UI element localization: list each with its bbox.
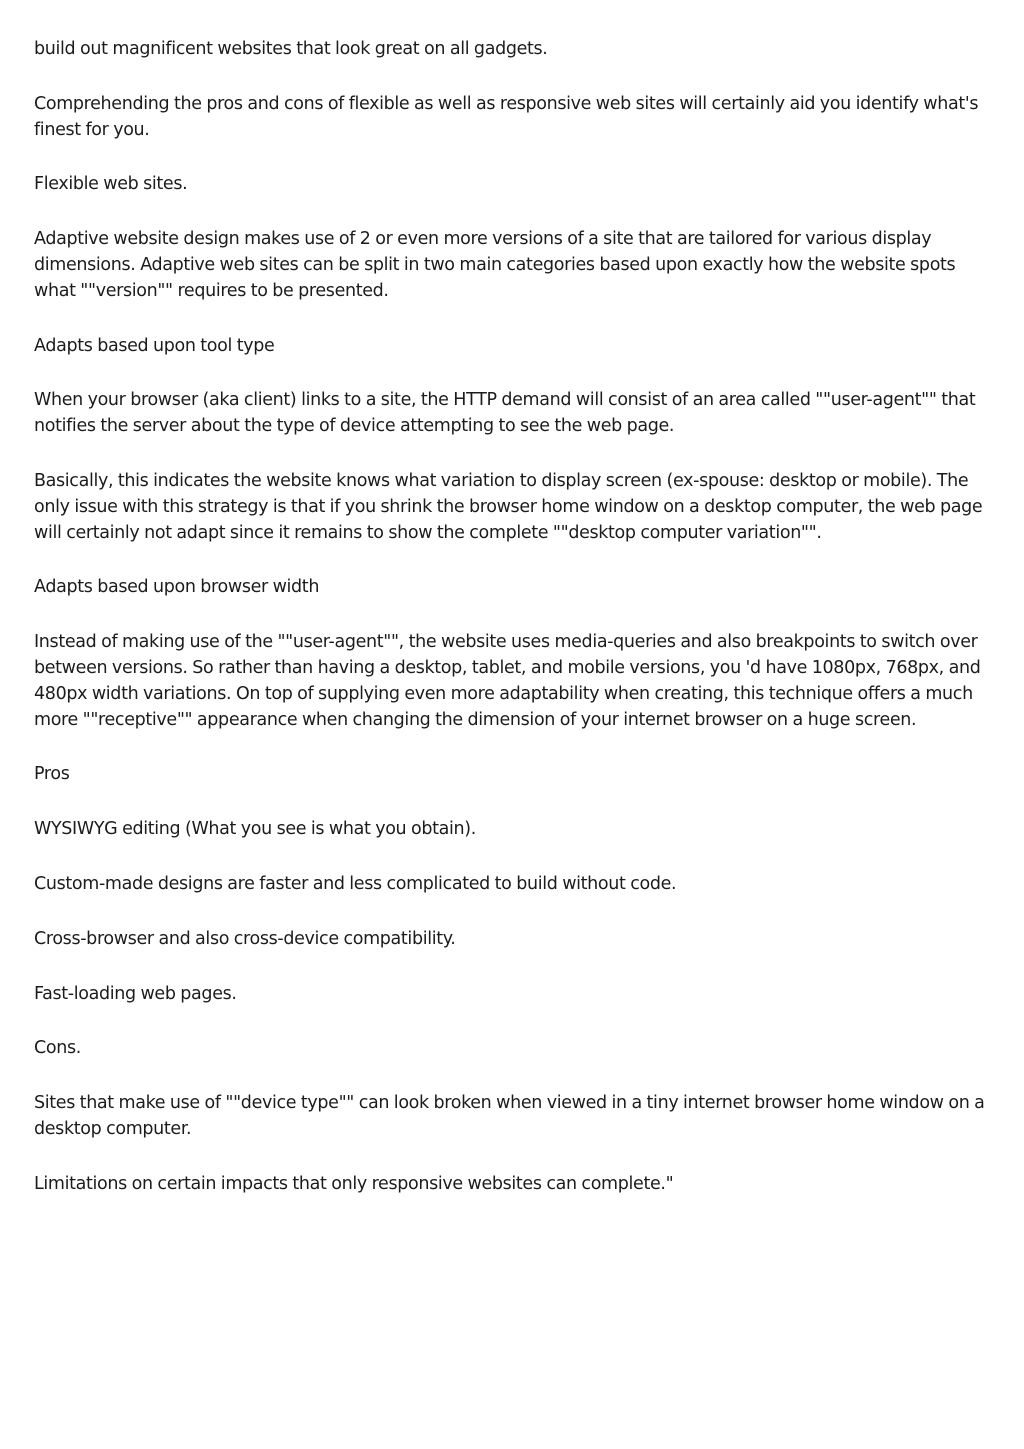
paragraph-adaptive-design: Adaptive website design makes use of 2 or even more versions of a site that are tailored for various display dimensions. Adaptive web sites can be split in two main categories based upon exactly how the website spots what ""version"" requires to be presented. (34, 229, 956, 301)
paragraph-media-queries: Instead of making use of the ""user-agent"", the website uses media-queries and also breakpoints to switch over between versions. So rather than having a desktop, tablet, and mobile versions, you 'd have 1080px, 768px, and 480px width variations. On top of supplying even more adaptability when creating, this technique offers a much more ""receptive"" appearance when changing the dimension of your internet browser on a huge screen. (34, 632, 981, 730)
pro-item-custom-designs: Custom-made designs are faster and less complicated to build without code. (34, 873, 677, 894)
heading-adapts-tool-type: Adapts based upon tool type (34, 335, 275, 356)
paragraph-user-agent: When your browser (aka client) links to a site, the HTTP demand will consist of an area called ""user-agent"" that notifies the server about the type of device attempting to see the web page. (34, 390, 976, 437)
pro-item-compatibility: Cross-browser and also cross-device compatibility. (34, 928, 456, 949)
paragraph-device-strategy: Basically, this indicates the website knows what variation to display screen (ex-spouse: desktop or mobile). The only issue with this strategy is that if you shrink the browser home window on a desktop computer, the web page will certainly not adapt since it remains to show the complete ""desktop computer variation"". (34, 470, 983, 543)
con-item-broken-view: Sites that make use of ""device type"" can look broken when viewed in a tiny internet browser home window on a desktop computer. (34, 1093, 985, 1139)
pro-item-fast-loading: Fast-loading web pages. (34, 983, 237, 1004)
heading-cons: Cons. (34, 1038, 81, 1059)
paragraph-intro-continuation: build out magnificent websites that look great on all gadgets. (34, 39, 548, 59)
heading-pros: Pros (34, 764, 70, 785)
document-body (34, 37, 990, 1227)
heading-flexible-web-sites: Flexible web sites. (34, 174, 188, 195)
heading-adapts-browser-width: Adapts based upon browser width (34, 577, 320, 598)
paragraph-pros-cons-intro: Comprehending the pros and cons of flexible as well as responsive web sites will certainly aid you identify what's finest for you. (34, 93, 979, 140)
pro-item-wysiwyg: WYSIWYG editing (What you see is what you obtain). (34, 819, 476, 840)
con-item-limitations: Limitations on certain impacts that only responsive websites can complete." (34, 1173, 674, 1194)
